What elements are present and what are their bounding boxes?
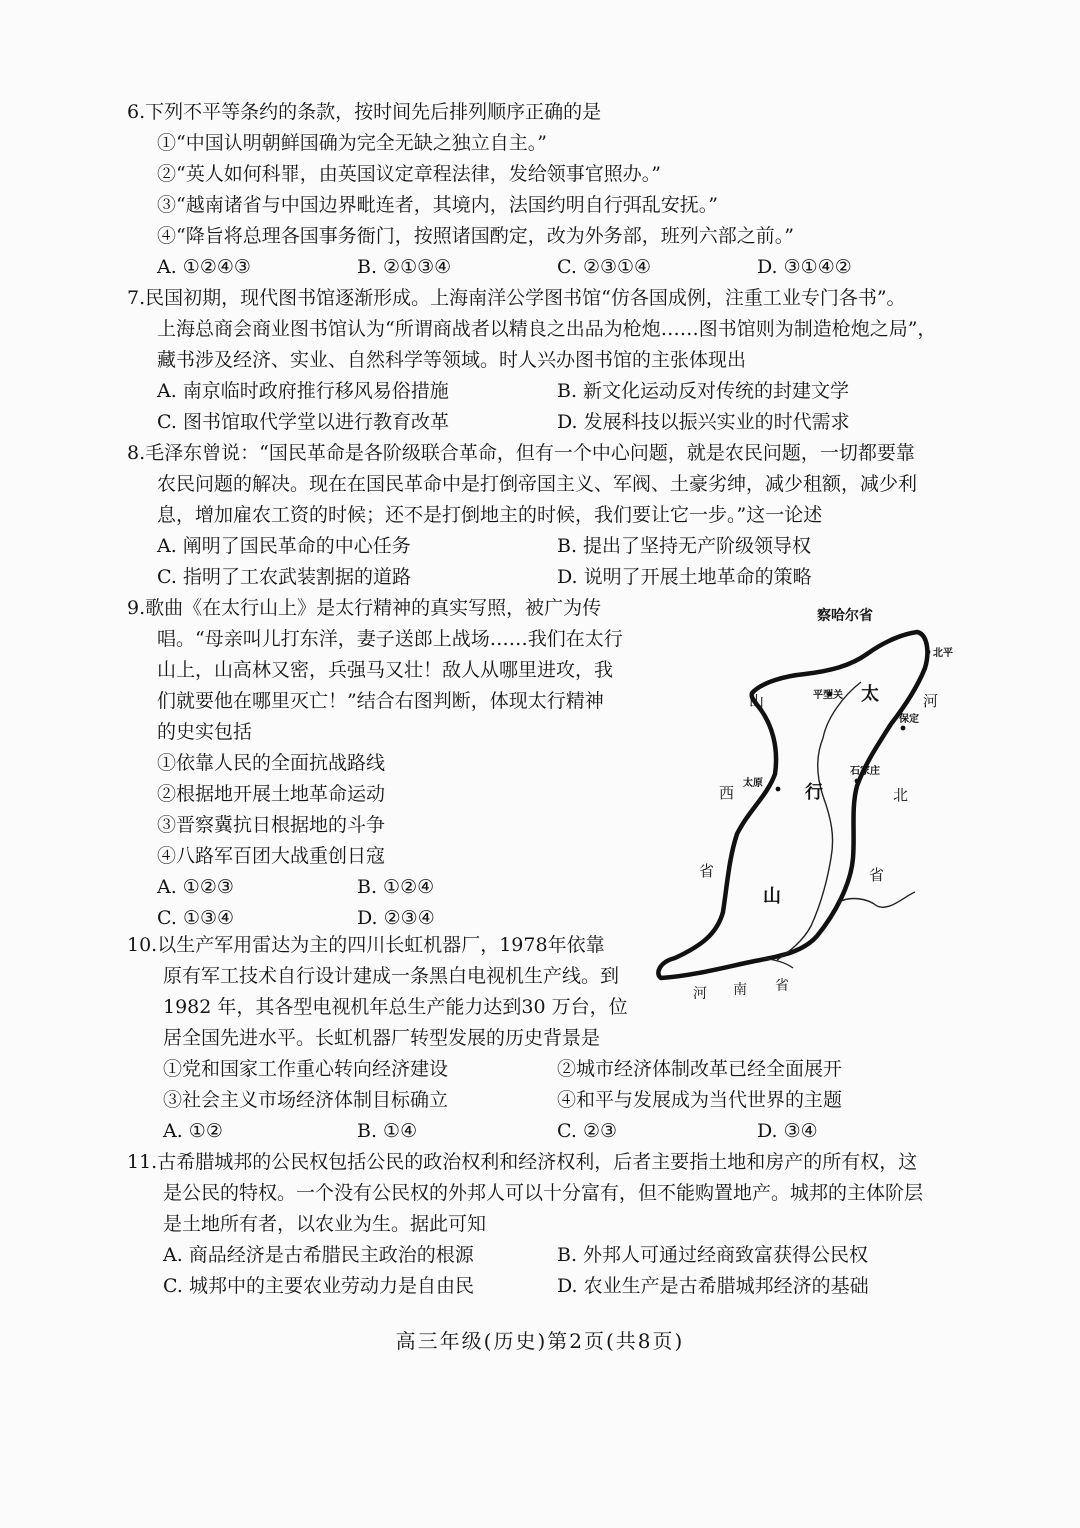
- q9-option-d: D. ②③④: [357, 907, 435, 929]
- q11-option-a: A. 商品经济是古希腊民主政治的根源: [163, 1244, 474, 1266]
- q10-item-3: ③社会主义市场经济体制目标确立: [163, 1089, 449, 1111]
- q6-item-3: ③“越南诸省与中国边界毗连者，其境内，法国约明自行弭乱安抚。”: [157, 194, 718, 216]
- q11-stem-line-1: 11.古希腊城邦的公民权包括公民的政治权利和经济权利，后者主要指土地和房产的所有权，这: [127, 1151, 918, 1173]
- q10-stem-line-1: 10.以生产军用雷达为主的四川长虹机器厂，1978年依靠: [127, 934, 605, 956]
- q10-stem-line-4: 居全国先进水平。长虹机器厂转型发展的历史背景是: [163, 1027, 601, 1049]
- q9-item-1: ①依靠人民的全面抗战路线: [157, 752, 386, 774]
- q7-option-a: A. 南京临时政府推行移风易俗措施: [157, 380, 449, 402]
- q10-option-c: C. ②③: [557, 1120, 618, 1142]
- q8-option-c: C. 指明了工农武装割据的道路: [157, 566, 411, 588]
- q10-stem-line-2: 原有军工技术自行设计建成一条黑白电视机生产线。到: [163, 965, 620, 987]
- q10-option-b: B. ①④: [357, 1120, 418, 1142]
- beiping-dot: [926, 650, 931, 655]
- q6-option-a: A. ①②④③: [157, 256, 251, 278]
- q10-item-2: ②城市经济体制改革已经全面展开: [557, 1058, 843, 1080]
- map-label-chahaer: 察哈尔省: [817, 608, 873, 624]
- map-label-baoding: 保定: [899, 714, 919, 725]
- map-label-he-right: 河: [923, 692, 939, 710]
- q11-option-b: B. 外邦人可通过经商致富获得公民权: [557, 1244, 869, 1266]
- q11-stem-line-3: 是土地所有者，以农业为生。据此可知: [163, 1213, 487, 1235]
- q10-stem-line-3: 1982 年，其各型电视机年总生产能力达到30 万台，位: [163, 996, 628, 1018]
- q6-item-4: ④“降旨将总理各国事务衙门，按照诸国酌定，改为外务部，班列六部之前。”: [157, 225, 794, 247]
- map-label-henan-sheng: 省: [775, 978, 789, 994]
- q9-item-4: ④八路军百团大战重创日寇: [157, 845, 386, 867]
- map-label-beiping: 北平: [933, 648, 953, 659]
- province-boundary-branch: [839, 892, 915, 907]
- map-label-taiyuan: 太原: [743, 778, 763, 789]
- q9-item-3: ③晋察冀抗日根据地的斗争: [157, 814, 386, 836]
- map-label-pingxingguan: 平型关: [813, 690, 843, 701]
- q7-option-d: D. 发展科技以振兴实业的时代需求: [557, 411, 850, 433]
- map-label-sheng-left: 省: [699, 862, 715, 880]
- q9-stem-line-3: 山上，山高林又密，兵强马又壮！敌人从哪里进攻，我: [157, 659, 614, 681]
- q8-option-b: B. 提出了坚持无产阶级领导权: [557, 535, 812, 557]
- map-label-shan-left: 山: [749, 692, 765, 710]
- q9-option-c: C. ①③④: [157, 907, 235, 929]
- q9-stem-line-2: 唱。“母亲叫儿打东洋，妻子送郎上战场……我们在太行: [157, 628, 623, 650]
- q7-stem-line-1: 7.民国初期，现代图书馆逐渐形成。上海南洋公学图书馆“仿各国成例，注重工业专门各书”。: [127, 287, 906, 309]
- map-label-sheng-right: 省: [869, 866, 885, 884]
- q9-item-2: ②根据地开展土地革命运动: [157, 783, 386, 805]
- map-label-shijiazhuang: 石家庄: [850, 766, 880, 777]
- q11-option-d: D. 农业生产是古希腊城邦经济的基础: [557, 1275, 869, 1297]
- q7-stem-line-3: 藏书涉及经济、实业、自然科学等领域。时人兴办图书馆的主张体现出: [157, 349, 747, 371]
- q6-option-b: B. ②①③④: [357, 256, 452, 278]
- taihang-map: [645, 596, 965, 1016]
- q7-option-b: B. 新文化运动反对传统的封建文学: [557, 380, 850, 402]
- q9-stem-line-5: 的史实包括: [157, 721, 253, 743]
- q8-stem-line-2: 农民问题的解决。现在在国民革命中是打倒帝国主义、军阀、土豪劣绅，减少租额，减少利: [157, 473, 918, 495]
- q11-stem-line-2: 是公民的特权。一个没有公民权的外邦人可以十分富有，但不能购置地产。城邦的主体阶层: [163, 1182, 924, 1204]
- shijiazhuang-dot: [855, 779, 860, 784]
- q11-option-c: C. 城邦中的主要农业劳动力是自由民: [163, 1275, 474, 1297]
- q6-option-d: D. ③①④②: [757, 256, 852, 278]
- map-label-xi: 西: [719, 784, 735, 802]
- q6-item-2: ②“英人如何科罪，由英国议定章程法律，发给领事官照办。”: [157, 163, 661, 185]
- baoding-dot: [901, 726, 906, 731]
- q6-option-c: C. ②③①④: [557, 256, 652, 278]
- q10-item-1: ①党和国家工作重心转向经济建设: [163, 1058, 449, 1080]
- map-label-bei: 北: [893, 786, 909, 804]
- q8-stem-line-3: 息，增加雇农工资的时候；还不是打倒地主的时候，我们要让它一步。”这一论述: [157, 504, 823, 526]
- q6-stem: 6.下列不平等条约的条款，按时间先后排列顺序正确的是: [127, 101, 602, 123]
- q8-option-d: D. 说明了开展土地革命的策略: [557, 566, 812, 588]
- q9-option-a: A. ①②③: [157, 876, 234, 898]
- map-label-hang: 行: [805, 782, 823, 803]
- map-label-henan-he: 河: [693, 986, 707, 1002]
- q9-stem-line-4: 们就要他在哪里灭亡！”结合右图判断，体现太行精神: [157, 690, 604, 712]
- q9-option-b: B. ①②④: [357, 876, 435, 898]
- q10-item-4: ④和平与发展成为当代世界的主题: [557, 1089, 843, 1111]
- taiyuan-dot: [776, 787, 781, 792]
- map-label-henan-nan: 南: [733, 982, 747, 998]
- q9-stem-line-1: 9.歌曲《在太行山上》是太行精神的真实写照，被广为传: [127, 597, 602, 619]
- province-boundary: [777, 682, 861, 960]
- q6-item-1: ①“中国认明朝鲜国确为完全无缺之独立自主。”: [157, 132, 547, 154]
- q10-option-d: D. ③④: [757, 1120, 818, 1142]
- page-footer: 高三年级(历史)第2页(共8页): [395, 1329, 685, 1353]
- q8-option-a: A. 阐明了国民革命的中心任务: [157, 535, 411, 557]
- q7-stem-line-2: 上海总商会商业图书馆认为“所谓商战者以精良之出品为枪炮……图书馆则为制造枪炮之局”，: [157, 318, 937, 340]
- q7-option-c: C. 图书馆取代学堂以进行教育改革: [157, 411, 449, 433]
- taihang-region-outline: [658, 632, 927, 978]
- map-label-shan-mid: 山: [763, 886, 781, 907]
- q10-option-a: A. ①②: [163, 1120, 223, 1142]
- map-label-tai: 太: [861, 684, 879, 705]
- q8-stem-line-1: 8.毛泽东曾说：“国民革命是各阶级联合革命，但有一个中心问题，就是农民问题，一切都要靠: [127, 442, 915, 464]
